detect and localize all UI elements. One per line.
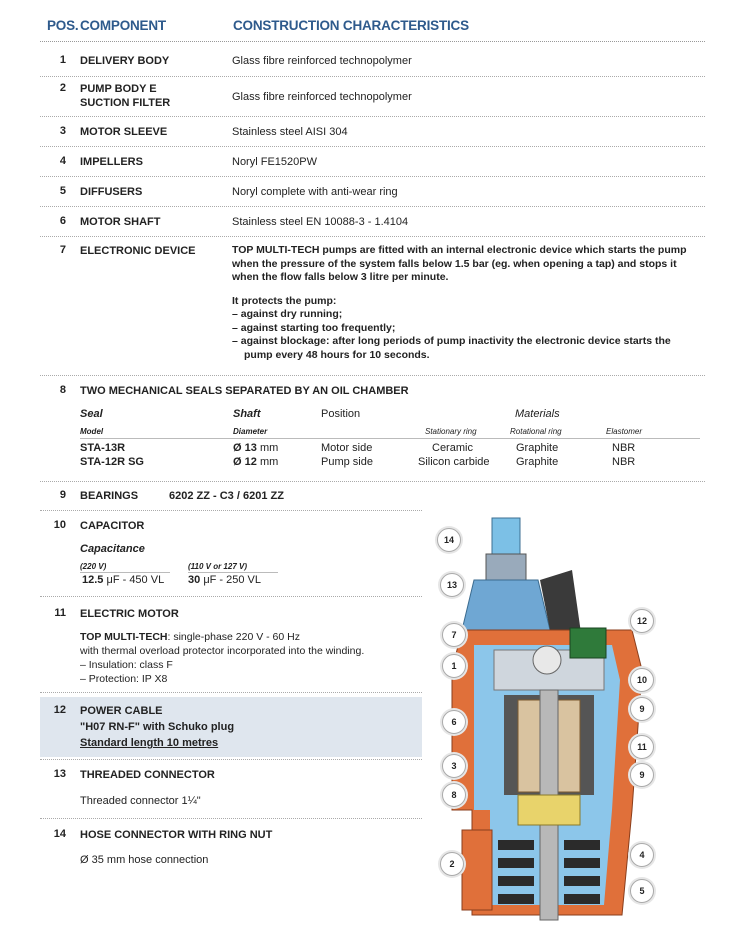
row-component: HOSE CONNECTOR WITH RING NUT	[80, 829, 273, 841]
divider	[40, 510, 422, 511]
pump-cutaway-diagram	[432, 510, 672, 925]
row-desc: Noryl complete with anti-wear ring	[232, 186, 398, 198]
protect-item: – against starting too frequently;	[232, 321, 396, 334]
callout-10: 10	[630, 668, 654, 692]
row-pos: 6	[59, 215, 66, 227]
callout-5: 5	[630, 879, 654, 903]
protect-item: – against dry running;	[232, 308, 343, 320]
cable-type: "H07 RN-F" with Schuko plug	[80, 721, 235, 733]
row-pos: 7	[59, 244, 66, 256]
voltage-110-127: (110 V or 127 V)	[188, 562, 247, 571]
motor-insulation: – Insulation: class F	[80, 659, 173, 671]
model-subheader: Model	[80, 427, 104, 436]
divider	[40, 116, 705, 117]
row-pos: 8	[59, 384, 66, 396]
callout-6: 6	[442, 710, 466, 734]
shaft-header: Shaft	[233, 408, 261, 420]
row-component	[80, 82, 170, 110]
divider	[40, 76, 705, 77]
cap-rule	[188, 572, 278, 573]
motor-line2: with thermal overload protector incorporated into the winding.	[80, 645, 365, 657]
row-pos: 1	[59, 54, 66, 66]
position-header: Position	[321, 408, 361, 420]
seal-header: Seal	[80, 408, 103, 420]
divider	[40, 176, 705, 177]
divider	[40, 375, 705, 376]
row-component: POWER CABLE	[80, 705, 163, 717]
cap-value: 12.5	[82, 574, 104, 586]
stationary-subheader: Stationary ring	[425, 427, 477, 436]
callout-9: 9	[630, 697, 654, 721]
desc-line: when the flow falls below 3 litre per minute.	[232, 271, 449, 283]
seal-stationary: Ceramic	[432, 442, 473, 454]
callout-11: 11	[630, 735, 654, 759]
divider	[40, 596, 422, 597]
motor-line1	[80, 630, 364, 644]
threaded-connector-desc: Threaded connector 1¼"	[80, 795, 201, 807]
elastomer-subheader: Elastomer	[606, 427, 643, 436]
row-component-line2: SUCTION FILTER	[80, 97, 171, 109]
row-component: DELIVERY BODY	[80, 55, 170, 67]
seal-position: Motor side	[321, 442, 373, 454]
hose-connector-desc: Ø 35 mm hose connection	[80, 854, 209, 866]
diameter-value: 13	[244, 442, 257, 454]
seal-position: Pump side	[321, 456, 373, 468]
callout-3: 3	[442, 754, 466, 778]
diameter-value: 12	[244, 456, 257, 468]
cable-length: Standard length 10 metres	[80, 737, 219, 749]
seal-rotational: Graphite	[516, 456, 559, 468]
row-desc: 6202 ZZ - C3 / 6201 ZZ	[169, 490, 284, 502]
materials-header: Materials	[515, 408, 560, 420]
protect-item: – against blockage: after long periods of pump inactivity the electronic device starts the	[232, 335, 671, 347]
capacitance-label: Capacitance	[80, 543, 145, 555]
diameter-unit: mm	[259, 442, 279, 454]
protects-heading: It protects the pump:	[232, 294, 337, 307]
divider	[40, 236, 705, 237]
row-component: DIFFUSERS	[80, 186, 143, 198]
callout-12: 12	[630, 609, 654, 633]
callout-2: 2	[440, 852, 464, 876]
callout-14: 14	[437, 528, 461, 552]
diameter-subheader: Diameter	[233, 427, 268, 436]
row-desc: Glass fibre reinforced technopolymer	[232, 91, 412, 103]
motor-brand: TOP MULTI-TECH	[80, 631, 168, 643]
motor-protection: – Protection: IP X8	[80, 673, 168, 685]
row-pos: 11	[54, 607, 66, 619]
desc-line: TOP MULTI-TECH pumps are fitted with an internal electronic device which starts the pump	[232, 244, 687, 256]
row-pos: 13	[53, 768, 66, 780]
cap-unit: μF - 450 VL	[106, 574, 165, 586]
callout-4: 4	[630, 843, 654, 867]
protect-item-cont: pump every 48 hours for 10 seconds.	[244, 348, 430, 361]
header-component: COMPONENT	[80, 18, 166, 33]
row-pos: 2	[59, 82, 66, 94]
row-component: CAPACITOR	[80, 520, 145, 532]
motor-spec: : single-phase 220 V - 60 Hz	[167, 631, 300, 643]
row-desc: Stainless steel AISI 304	[232, 126, 348, 138]
row-pos: 4	[59, 155, 66, 167]
diameter-unit: mm	[259, 456, 279, 468]
row-pos: 9	[59, 489, 66, 501]
divider	[40, 146, 705, 147]
desc-line: when the pressure of the system falls below 1.5 bar (eg. when opening a tap) and stops it	[232, 257, 677, 270]
row-component: BEARINGS	[80, 490, 139, 502]
row-component: MOTOR SHAFT	[80, 216, 161, 228]
row-desc: Stainless steel EN 10088-3 - 1.4104	[232, 216, 409, 228]
seal-elastomer: NBR	[612, 456, 636, 468]
voltage-220: (220 V)	[80, 562, 107, 571]
header-characteristics: CONSTRUCTION CHARACTERISTICS	[233, 18, 469, 33]
row-pos: 10	[53, 519, 66, 531]
row-pos: 12	[53, 704, 66, 716]
divider	[40, 759, 422, 760]
header-pos: POS.	[47, 18, 79, 33]
seal-diameter	[233, 442, 278, 454]
cap-unit: μF - 250 VL	[203, 574, 262, 586]
callout-8: 8	[442, 783, 466, 807]
seal-rotational: Graphite	[516, 442, 559, 454]
row-component: ELECTRIC MOTOR	[80, 608, 179, 620]
motor-desc	[80, 630, 364, 686]
row-pos: 14	[53, 828, 66, 840]
seal-model: STA-12R SG	[80, 456, 144, 468]
seal-model: STA-13R	[80, 442, 126, 454]
cap-value: 30	[188, 574, 201, 586]
row-component: MOTOR SLEEVE	[80, 126, 168, 138]
row-pos: 3	[59, 125, 66, 137]
divider	[40, 818, 422, 819]
electronic-device-desc	[232, 244, 707, 362]
seal-stationary: Silicon carbide	[418, 456, 490, 468]
row-component: ELECTRONIC DEVICE	[80, 245, 196, 257]
seal-table-rule	[80, 438, 700, 439]
cap-rule	[80, 572, 170, 573]
callout-13: 13	[440, 573, 464, 597]
callout-9b: 9	[630, 763, 654, 787]
diameter-symbol: Ø	[233, 442, 242, 454]
cable-desc	[80, 719, 234, 751]
capacitance-110	[188, 574, 261, 586]
callout-7: 7	[442, 623, 466, 647]
seal-elastomer: NBR	[612, 442, 636, 454]
row-component: TWO MECHANICAL SEALS SEPARATED BY AN OIL CHAMBER	[80, 385, 409, 397]
divider	[40, 692, 422, 693]
rotational-subheader: Rotational ring	[510, 427, 562, 436]
divider	[40, 481, 705, 482]
row-desc: Noryl FE1520PW	[232, 156, 317, 168]
capacitance-220	[82, 574, 164, 586]
header-divider	[40, 41, 705, 42]
seal-diameter	[233, 456, 278, 468]
row-component: IMPELLERS	[80, 156, 143, 168]
row-pos: 5	[59, 185, 66, 197]
row-component-line1: PUMP BODY E	[80, 83, 157, 95]
callout-1: 1	[442, 654, 466, 678]
row-component: THREADED CONNECTOR	[80, 769, 215, 781]
divider	[40, 206, 705, 207]
row-desc: Glass fibre reinforced technopolymer	[232, 55, 412, 67]
diameter-symbol: Ø	[233, 456, 242, 468]
